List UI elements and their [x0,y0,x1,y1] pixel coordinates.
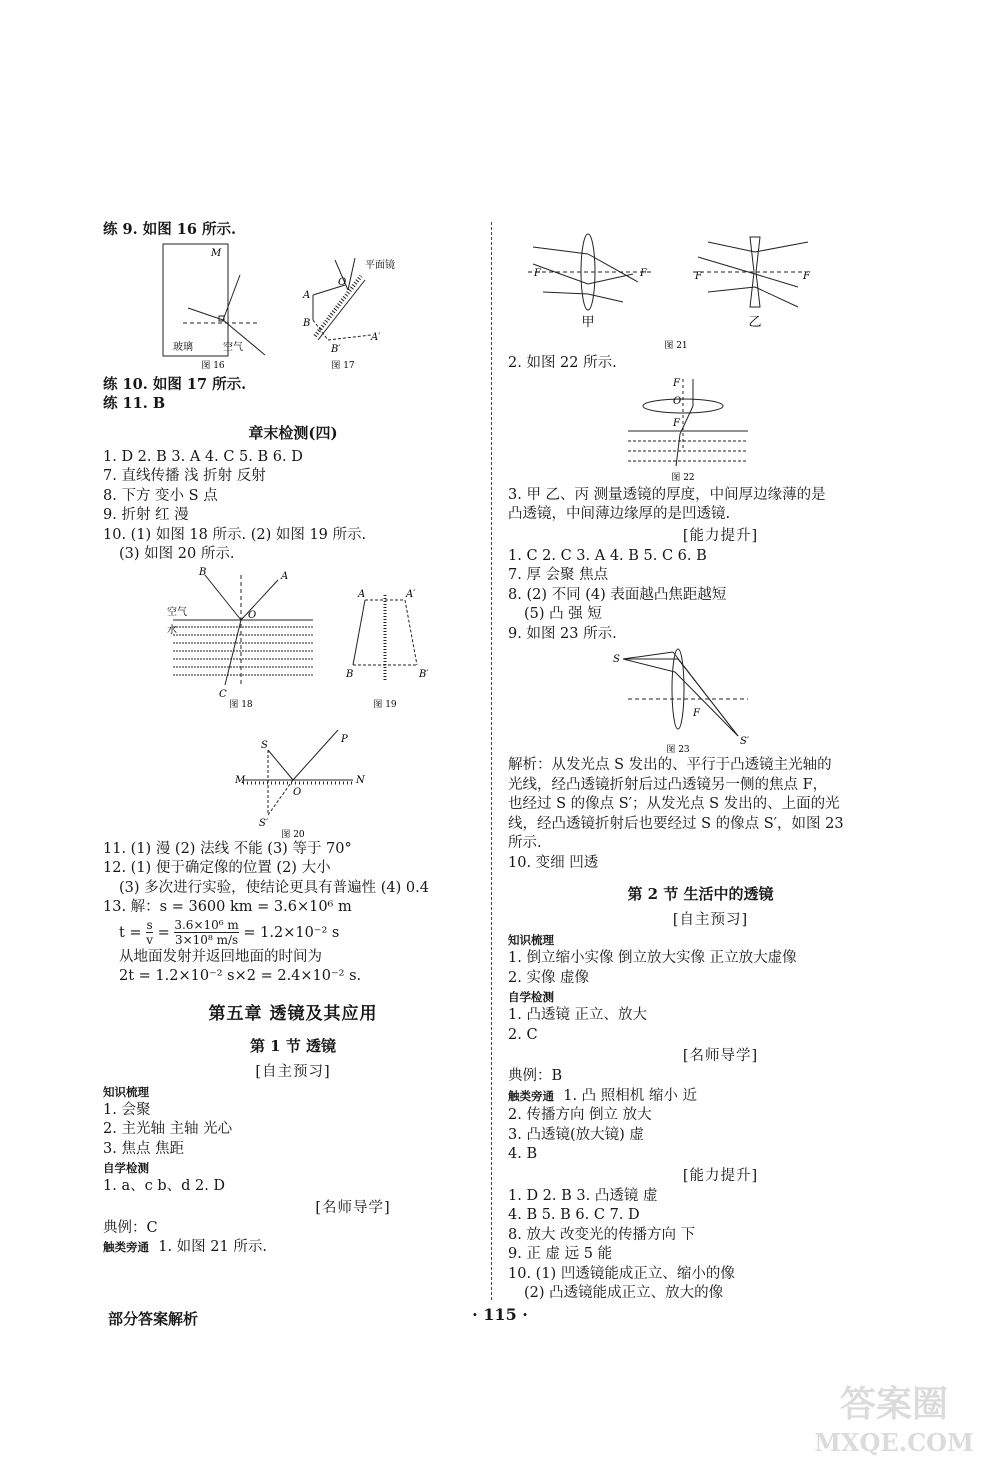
answer-line: 9. 如图 23 所示. [508,625,617,642]
answer-line: 1. D 2. B 3. A 4. C 5. B 6. D [103,448,303,465]
figure-18-19 [103,565,443,710]
figure-19 [353,595,417,680]
answer-line: (3) 多次进行实验，使结论更具有普遍性 (4) 0.4 [119,879,429,896]
answer-line: 2t = 1.2×10⁻² s×2 = 2.4×10⁻² s. [119,968,362,984]
answer-line: 2. 如图 22 所示. [508,355,617,371]
fraction: $\frac{s}{v}$ [146,918,153,947]
fraction: $\frac{\text{3.6×10⁶ m}}{\text{3×10⁸ m/s}}$ [174,918,239,947]
bracket-heading: [名师导学] [315,1199,391,1216]
svg-text:B: B [303,317,311,329]
answer-line: (2) 凸透镜能成正立、放大的像 [524,1285,724,1301]
answer-line: 7. 厚 会聚 焦点 [508,567,609,583]
answer-line: 4. B [508,1146,538,1162]
bracket-heading: [能力提升] [682,1167,759,1184]
answer-line: (5) 凸 强 短 [524,606,602,622]
figure-17 [313,258,371,340]
answer-line: 9. 折射 红 漫 [103,507,189,523]
svg-text:S: S [261,739,268,751]
answer-line: 10. 变细 凹透 [508,854,599,871]
answer-line: 12. (1) 便于确定像的位置 (2) 大小 [103,860,331,876]
fig16-caption: 图 16 [201,360,225,371]
svg-text:N: N [356,774,365,786]
answer-line: 9. 正 虚 远 5 能 [508,1246,613,1262]
svg-text:S′: S′ [740,736,750,747]
answer-line: 1. 倒立缩小实像 倒立放大实像 正立放大虚像 [508,950,797,966]
footer-label: 部分答案解析 [108,1310,199,1328]
fig19-caption: 图 19 [373,699,397,710]
figure-18 [173,575,313,685]
answer-line: 4. B 5. B 6. C 7. D [508,1207,640,1223]
fig21-caption: 图 21 [664,341,688,351]
fig16-glass: 玻璃 [173,341,193,353]
svg-text:A′: A′ [406,588,416,600]
fig18-water: 水 [167,624,177,636]
fig21-label-yi: 乙 [748,315,762,330]
figure-21 [508,232,893,354]
svg-text:B′: B′ [331,343,341,355]
figure-23 [508,644,893,756]
left-column [103,220,483,1258]
answer-line: 典例：C [103,1219,158,1236]
answer-line: 10. (1) 如图 18 所示. (2) 如图 19 所示. [103,526,367,543]
exercise-10: 练 10. 如图 17 所示. [103,375,247,393]
answer-line: 典例：B [508,1068,563,1084]
svg-text:F: F [693,708,700,719]
explanation-line: 线，经凸透镜折射后也要经过 S 的像点 S′，如图 23 [508,815,844,832]
bracket-heading: [自主预习] [672,912,749,928]
section-title: 第 2 节 生活中的透镜 [627,885,774,903]
exercise-11: 练 11. B [103,395,166,412]
fig17-mirror: 平面镜 [365,259,395,271]
figure-20 [103,710,443,840]
fig20-caption: 图 20 [281,829,305,840]
fig21-label-jia: 甲 [581,315,595,330]
answer-line: 1. 凸透镜 正立、放大 [508,1007,648,1023]
svg-text:F: F [640,268,647,279]
svg-text:B: B [199,566,207,578]
bracket-heading: [能力提升] [682,527,759,544]
svg-text:F: F [534,268,541,279]
exercise-9: 练 9. 如图 16 所示. [103,221,237,238]
answer-line: 1. D 2. B 3. 凸透镜 虚 [508,1187,658,1204]
svg-text:M: M [235,774,246,786]
watermark-text: 答案圈 [839,1383,949,1425]
fig22-caption: 图 22 [671,472,695,483]
svg-text:O: O [673,395,682,407]
answer-line: 2. C [508,1026,538,1043]
answer-line: 3. 甲 乙、丙 测量透镜的厚度，中间厚边缘薄的是 [508,486,826,503]
answer-line: 7. 直线传播 浅 折射 反射 [103,468,266,484]
answer-line: 1. C 2. C 3. A 4. B 5. C 6. B [508,547,707,564]
answer-line: 触类旁通 1. 凸 照相机 缩小 近 [508,1087,697,1104]
answer-line: (3) 如图 20 所示. [119,546,235,562]
column-divider [491,222,492,1300]
svg-text:P: P [341,733,348,745]
answer-line: 8. (2) 不同 (4) 表面越凸焦距越短 [508,586,727,603]
fig18-air: 空气 [167,606,187,618]
watermark-logo [807,1371,982,1461]
svg-text:A: A [303,289,311,301]
subheading: 知识梳理 [508,933,554,947]
section-title: 第 1 节 透镜 [249,1036,337,1055]
page-number: · 115 · [472,1305,528,1324]
fig16-air: 空气 [223,341,243,353]
svg-text:S′: S′ [259,817,269,829]
watermark-url: MXQE.COM [814,1428,974,1457]
explanation-line: 也经过 S 的像点 S′；从发光点 S 发出的、上面的光 [508,796,840,812]
explanation-line: 光线，经凸透镜折射后过凸透镜另一侧的焦点 F， [508,776,828,793]
answer-line: 1. 会聚 [103,1101,151,1118]
svg-text:F: F [695,271,702,282]
svg-text:B′: B′ [419,668,429,680]
answer-line: 从地面发射并返回地面的时间为 [119,948,322,965]
bracket-heading: [自主预习] [255,1063,331,1080]
answer-line: 3. 凸透镜(放大镜) 虚 [508,1126,644,1143]
svg-text:A: A [281,570,289,582]
fig18-caption: 图 18 [229,699,253,710]
answer-line: 1. a、c b、d 2. D [103,1178,226,1194]
answer-line: 3. 焦点 焦距 [103,1140,185,1157]
svg-text:F: F [803,271,810,282]
svg-text:O: O [248,609,257,621]
answer-line: 2. 主光轴 主轴 光心 [103,1121,233,1137]
svg-text:O: O [293,786,302,798]
answer-line: 13. 解：s = 3600 km = 3.6×10⁶ m [103,899,352,915]
figure-16-17 [103,240,403,375]
subheading: 自学检测 [103,1161,149,1175]
figure-22 [508,374,893,486]
answer-line: 8. 放大 改变光的传播方向 下 [508,1226,696,1243]
svg-text:F: F [673,377,680,389]
bracket-heading: [名师导学] [682,1048,759,1064]
answer-line: 2. 传播方向 倒立 放大 [508,1107,652,1123]
svg-text:A: A [358,588,366,600]
answer-line: 触类旁通 1. 如图 21 所示. [103,1239,267,1255]
fig23-caption: 图 23 [666,745,690,755]
fig17-caption: 图 17 [331,360,355,371]
explanation-line: 所示. [508,835,542,851]
answer-line: 2. 实像 虚像 [508,969,590,986]
answer-line: 8. 下方 变小 S 点 [103,487,218,504]
chapter-title: 第五章 透镜及其应用 [208,1003,378,1024]
section-chapter-test: 章末检测(四) [248,423,338,442]
svg-text:F: F [673,417,680,429]
formula-line: t = $\frac{s}{v}$ = $\frac{\text{3.6×10⁶ m}}{\text{3×10⁸ m/s}}$ = 1.2×10⁻² s [119,918,340,947]
svg-text:C: C [219,688,227,700]
figure-16 [163,244,265,356]
svg-text:M: M [211,247,222,259]
subheading: 自学检测 [508,990,554,1004]
svg-text:S: S [613,654,620,665]
svg-text:O: O [338,276,347,288]
right-column [508,232,893,1304]
svg-text:B: B [346,668,354,680]
explanation-line: 解析：从发光点 S 发出的、平行于凸透镜主光轴的 [508,757,832,773]
answer-line: 10. (1) 凹透镜能成正立、缩小的像 [508,1265,735,1282]
subheading: 知识梳理 [103,1084,149,1099]
svg-text:A′: A′ [371,331,381,343]
answer-line: 凸透镜，中间薄边缘厚的是凹透镜. [508,506,731,522]
answer-line: 11. (1) 漫 (2) 法线 不能 (3) 等于 70° [103,840,352,857]
